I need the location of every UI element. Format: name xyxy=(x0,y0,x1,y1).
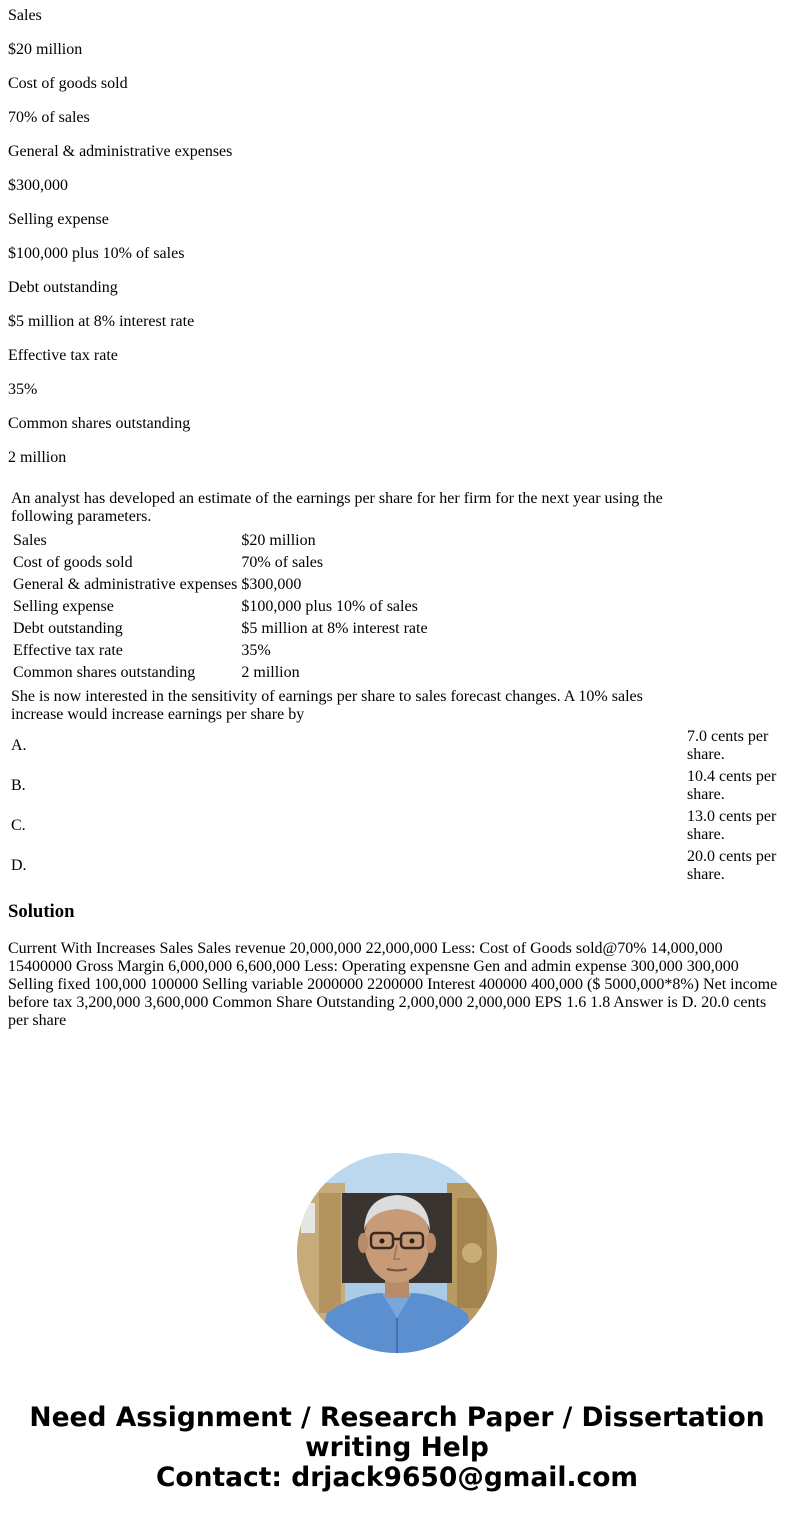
banner-contact: Contact: drjack9650@gmail.com xyxy=(155,1462,639,1493)
params-row xyxy=(12,663,429,683)
question-table xyxy=(8,487,786,887)
author-photo xyxy=(297,1153,497,1353)
param-item: Effective tax rate xyxy=(8,347,118,364)
solution-heading: Solution xyxy=(8,901,75,922)
params-row xyxy=(12,641,429,661)
question-block xyxy=(8,487,786,887)
help-banner xyxy=(0,1403,794,1493)
param-item: Debt outstanding xyxy=(8,279,118,296)
option-row[interactable] xyxy=(10,847,784,885)
solution-text: Current With Increases Sales Sales revenue 20,000,000 22,000,000 Less: Cost of Goods sold@70% 14,000,000 15400000 Gross Margin 6,000,000 6,600,000 Less: Operating expensne Gen and admin expense 300,000 300,000 Selling fixed 100,000 100000 Selling variable 2000000 2200000 Interest 400000 400,000 ($ 5000,000*8%) Net income before tax 3,200,000 3,600,000 Common Share Outstanding 2,000,000 2,000,000 EPS 1.6 1.8 Answer is D. 20.0 cents per share xyxy=(8,940,778,1029)
param-item: 35% xyxy=(8,381,38,398)
param-label: Selling expense xyxy=(13,598,114,615)
portrait-illustration xyxy=(297,1153,497,1353)
question-intro: An analyst has developed an estimate of the earnings per share for her firm for the next year using the following parameters. xyxy=(11,490,663,525)
param-value: 35% xyxy=(241,642,271,659)
option-text: 20.0 cents per share. xyxy=(687,848,777,883)
params-row xyxy=(12,575,429,595)
param-item: $100,000 plus 10% of sales xyxy=(8,245,185,262)
param-item: Cost of goods sold xyxy=(8,75,128,92)
param-item: $5 million at 8% interest rate xyxy=(8,313,195,330)
param-item: $300,000 xyxy=(8,177,68,194)
param-value: 2 million xyxy=(241,664,300,681)
param-label: Sales xyxy=(13,532,47,549)
param-item: 70% of sales xyxy=(8,109,90,126)
param-value: $100,000 plus 10% of sales xyxy=(241,598,418,615)
param-item: $20 million xyxy=(8,41,83,58)
option-letter: C. xyxy=(11,817,26,834)
params-table xyxy=(10,529,431,685)
option-letter: D. xyxy=(11,857,27,874)
option-letter: B. xyxy=(11,777,26,794)
parameter-list xyxy=(8,7,778,483)
option-text: 7.0 cents per share. xyxy=(687,728,769,763)
option-row[interactable] xyxy=(10,807,784,845)
question-stem: She is now interested in the sensitivity of earnings per share to sales forecast changes. A 10% sales increase would increase earnings per share by xyxy=(11,688,643,723)
param-item: General & administrative expenses xyxy=(8,143,233,160)
param-item: Common shares outstanding xyxy=(8,415,191,432)
option-text: 13.0 cents per share. xyxy=(687,808,777,843)
params-row xyxy=(12,553,429,573)
param-value: $300,000 xyxy=(241,576,302,593)
param-label: Cost of goods sold xyxy=(13,554,133,571)
param-value: 70% of sales xyxy=(241,554,324,571)
params-row xyxy=(12,619,429,639)
option-letter: A. xyxy=(11,737,27,754)
param-value: $20 million xyxy=(241,532,316,549)
option-row[interactable] xyxy=(10,767,784,805)
param-item: Selling expense xyxy=(8,211,109,228)
param-item: 2 million xyxy=(8,449,67,466)
banner-line: Need Assignment / Research Paper / Dissertation xyxy=(29,1402,765,1433)
option-text: 10.4 cents per share. xyxy=(687,768,777,803)
param-label: Effective tax rate xyxy=(13,642,123,659)
param-label: Debt outstanding xyxy=(13,620,123,637)
params-row xyxy=(12,531,429,551)
banner-line: writing Help xyxy=(305,1432,489,1463)
param-label: Common shares outstanding xyxy=(13,664,196,681)
params-cell xyxy=(10,529,784,685)
param-item: Sales xyxy=(8,7,42,24)
option-row[interactable] xyxy=(10,727,784,765)
params-row xyxy=(12,597,429,617)
param-value: $5 million at 8% interest rate xyxy=(241,620,428,637)
param-label: General & administrative expenses xyxy=(13,576,238,593)
